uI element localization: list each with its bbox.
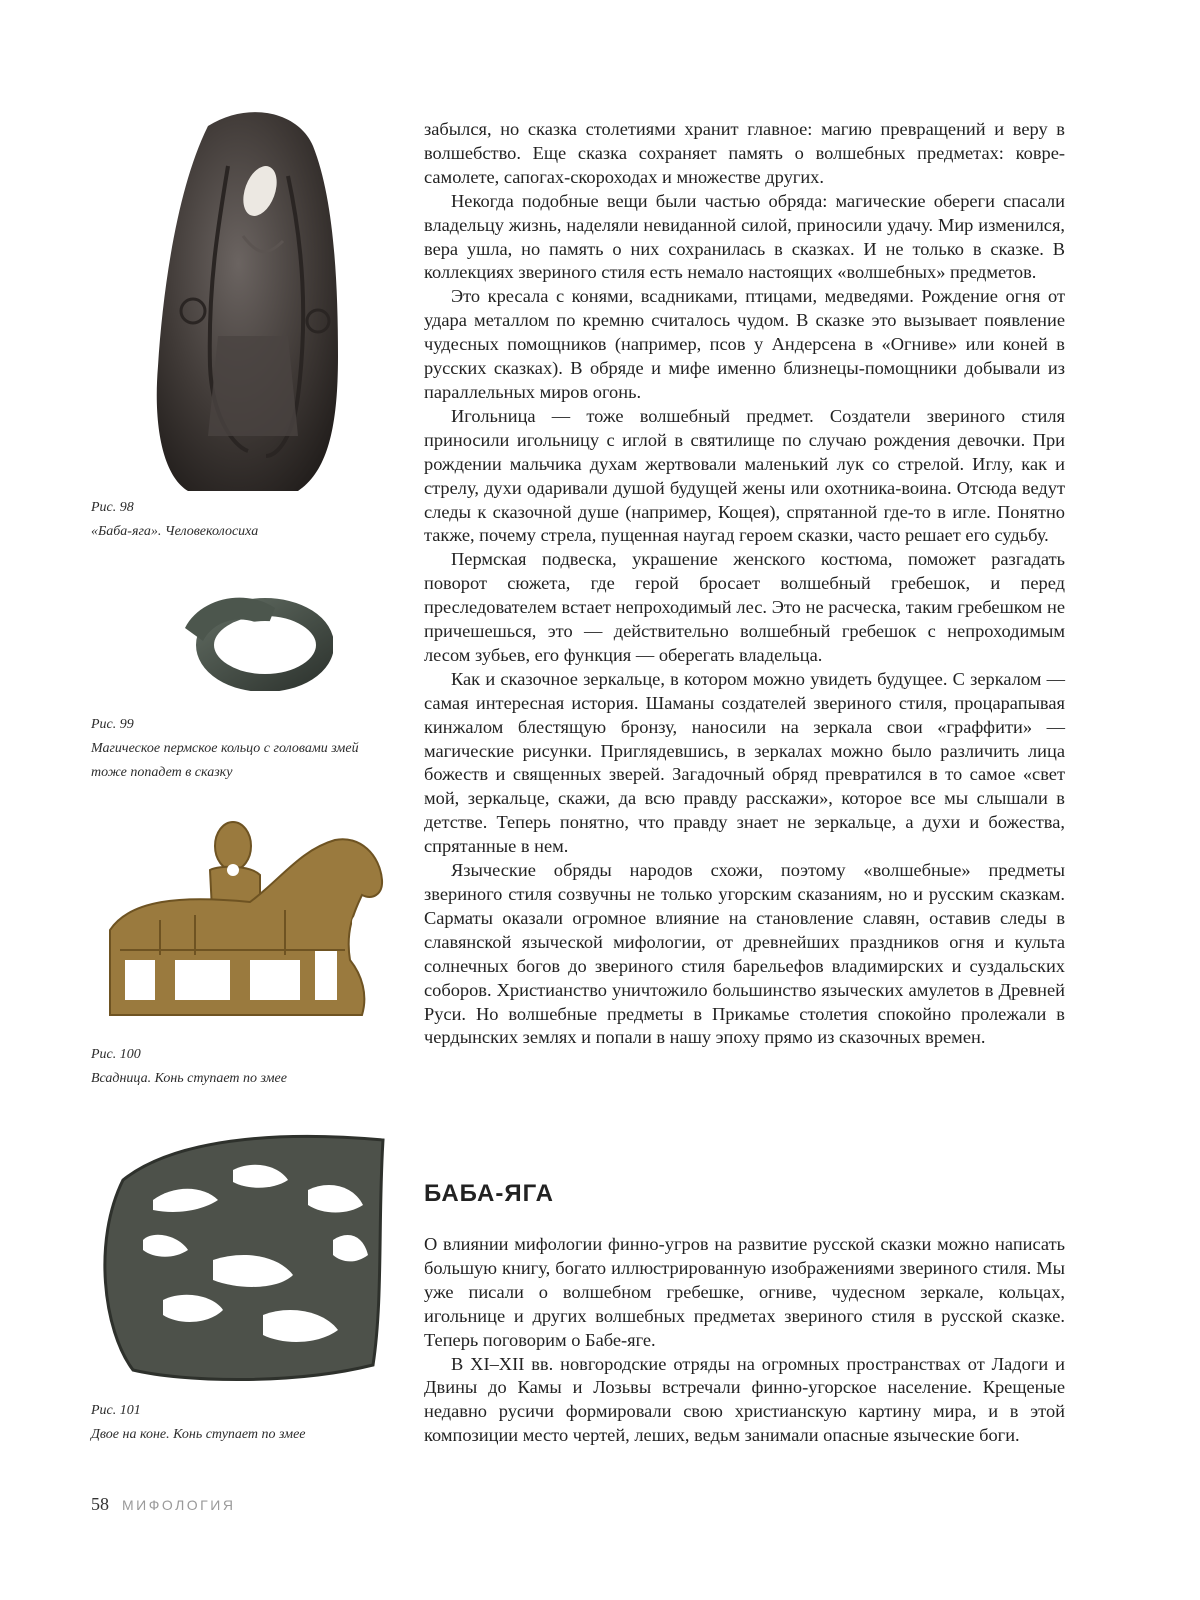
snake-ring-illustration: [175, 583, 333, 691]
figure-number: Рис. 101: [91, 1403, 141, 1418]
paragraph: О влиянии мифологии финно-угров на развитие русской сказки можно написать большую книгу, богато иллюстрированную изображениями звериного стиля. Мы уже писали о волшебном гребешке, огниве, чудесном зеркале, кольцах, игольнице и других волшебных предметах звериного стиля в русской сказке. Теперь поговорим о Бабе-яге.: [424, 1234, 1065, 1350]
paragraph: Пермская подвеска, украшение женского костюма, поможет разгадать поворот сюжета, где герой бросает волшебный гребешок, и перед преследователем встает непроходимый лес. Это не расческа, таким гребешком не причешешься, это — действительно волшебный гребешок с непроходимым лесом зубьев, его функция — оберегать владельца.: [424, 549, 1065, 665]
figure-100-caption: [91, 1043, 391, 1091]
paragraph: Как и сказочное зеркальце, в котором можно увидеть будущее. С зеркалом — самая интересная история. Шаманы создателей звериного стиля, процарапывая кинжалом блестящую бронзу, наносили на зеркала свои «граффити» — магические рисунки. Приглядевшись, в зеркалах можно было различить лица божеств и священных зверей. Загадочный обряд превратился в то самое «свет мой, зеркальце, скажи, да всю правду расскажи», которое все мы слышали в детстве. Теперь понятно, что правду знает не зеркальце, а духи и божества, спрятанные в нем.: [424, 668, 1065, 857]
paragraph: забылся, но сказка столетиями хранит главное: магию превращений и веру в волшебство. Еще сказка сохраняет память о волшебных предметах: ковре-самолете, сапогах-скороходах и множестве других.: [424, 119, 1065, 187]
figure-number: Рис. 100: [91, 1047, 141, 1062]
running-head: МИФОЛОГИЯ: [122, 1497, 236, 1513]
section-text: [424, 1233, 1065, 1448]
figure-number: Рис. 98: [91, 500, 134, 515]
figure-99-caption: [91, 713, 391, 785]
figure-description: «Баба-яга». Человеколосиха: [91, 524, 259, 539]
figure-description: Магическое пермское кольцо с головами змей тоже попадет в сказку: [91, 741, 359, 780]
figure-98-caption: [91, 496, 391, 544]
figure-number: Рис. 99: [91, 717, 134, 732]
openwork-plaque-illustration: [93, 1130, 393, 1385]
figure-100-image: [100, 810, 392, 1032]
stone-amulet-illustration: [148, 106, 348, 496]
figure-98-image: [148, 106, 348, 496]
paragraph: Некогда подобные вещи были частью обряда: магические обереги спасали владельцу жизнь, наделяли невиданной силой, приносили удачу. Мир изменился, вера ушла, но память о них сохранилась в сказках. И не только в сказке. В коллекциях звериного стиля есть немало настоящих «волшебных» предметов.: [424, 190, 1065, 283]
paragraph: В XI–XII вв. новгородские отряды на огромных пространствах от Ладоги и Двины до Камы и Лозьвы встречали финно-угорское население. Крещеные недавно русичи формировали свою христианскую картину мира, и в этой композиции место чертей, леших, ведьм занимали опасные языческие боги.: [424, 1353, 1065, 1446]
section-heading: БАБА-ЯГА: [424, 1180, 555, 1207]
figure-description: Всадница. Конь ступает по змее: [91, 1071, 287, 1086]
paragraph: Это кресала с конями, всадниками, птицами, медведями. Рождение огня от удара металлом по кремню считалось чудом. В сказке это вызывает появление чудесных помощников (например, псов у Андерсена в «Огниве» или коней в русских сказках). В обряде и мифе именно близнецы-помощники добывали из параллельных миров огонь.: [424, 286, 1065, 402]
page-number: 58: [91, 1494, 109, 1514]
figure-101-image: [93, 1130, 393, 1385]
figure-99-image: [175, 583, 333, 691]
main-text-column: [424, 118, 1065, 1050]
horse-rider-plaque-illustration: [100, 810, 392, 1032]
figure-description: Двое на коне. Конь ступает по змее: [91, 1427, 306, 1442]
paragraph: Игольница — тоже волшебный предмет. Создатели звериного стиля приносили игольницу с иглой в святилище по случаю рождения девочки. При рождении мальчика духам жертвовали маленький лук со стрелой. Иглу, как и стрелу, духи одаривали душой будущей жены или охотника-воина. Отсюда ведут следы к сказочной душе (например, Кощея), спрятанной где-то в игле. Понятно также, почему стрела, пущенная наугад героем сказки, часто решает его судьбу.: [424, 405, 1065, 546]
figure-101-caption: [91, 1399, 391, 1447]
paragraph: Языческие обряды народов схожи, поэтому «волшебные» предметы звериного стиля созвучны не только угорским сказаниям, но и русским сказкам. Сарматы оказали огромное влияние на становление славян, оставив следы в славянской языческой мифологии, от древнейших праздников огня и культа солнечных богов до звериного стиля барельефов владимирских и суздальских соборов. Христианство уничтожило большинство языческих амулетов в Древней Руси. Но волшебные предметы в Прикамье столетия спокойно пролежали в чердынских землях и попали в нашу эпоху прямо из сказочных времен.: [424, 860, 1065, 1048]
